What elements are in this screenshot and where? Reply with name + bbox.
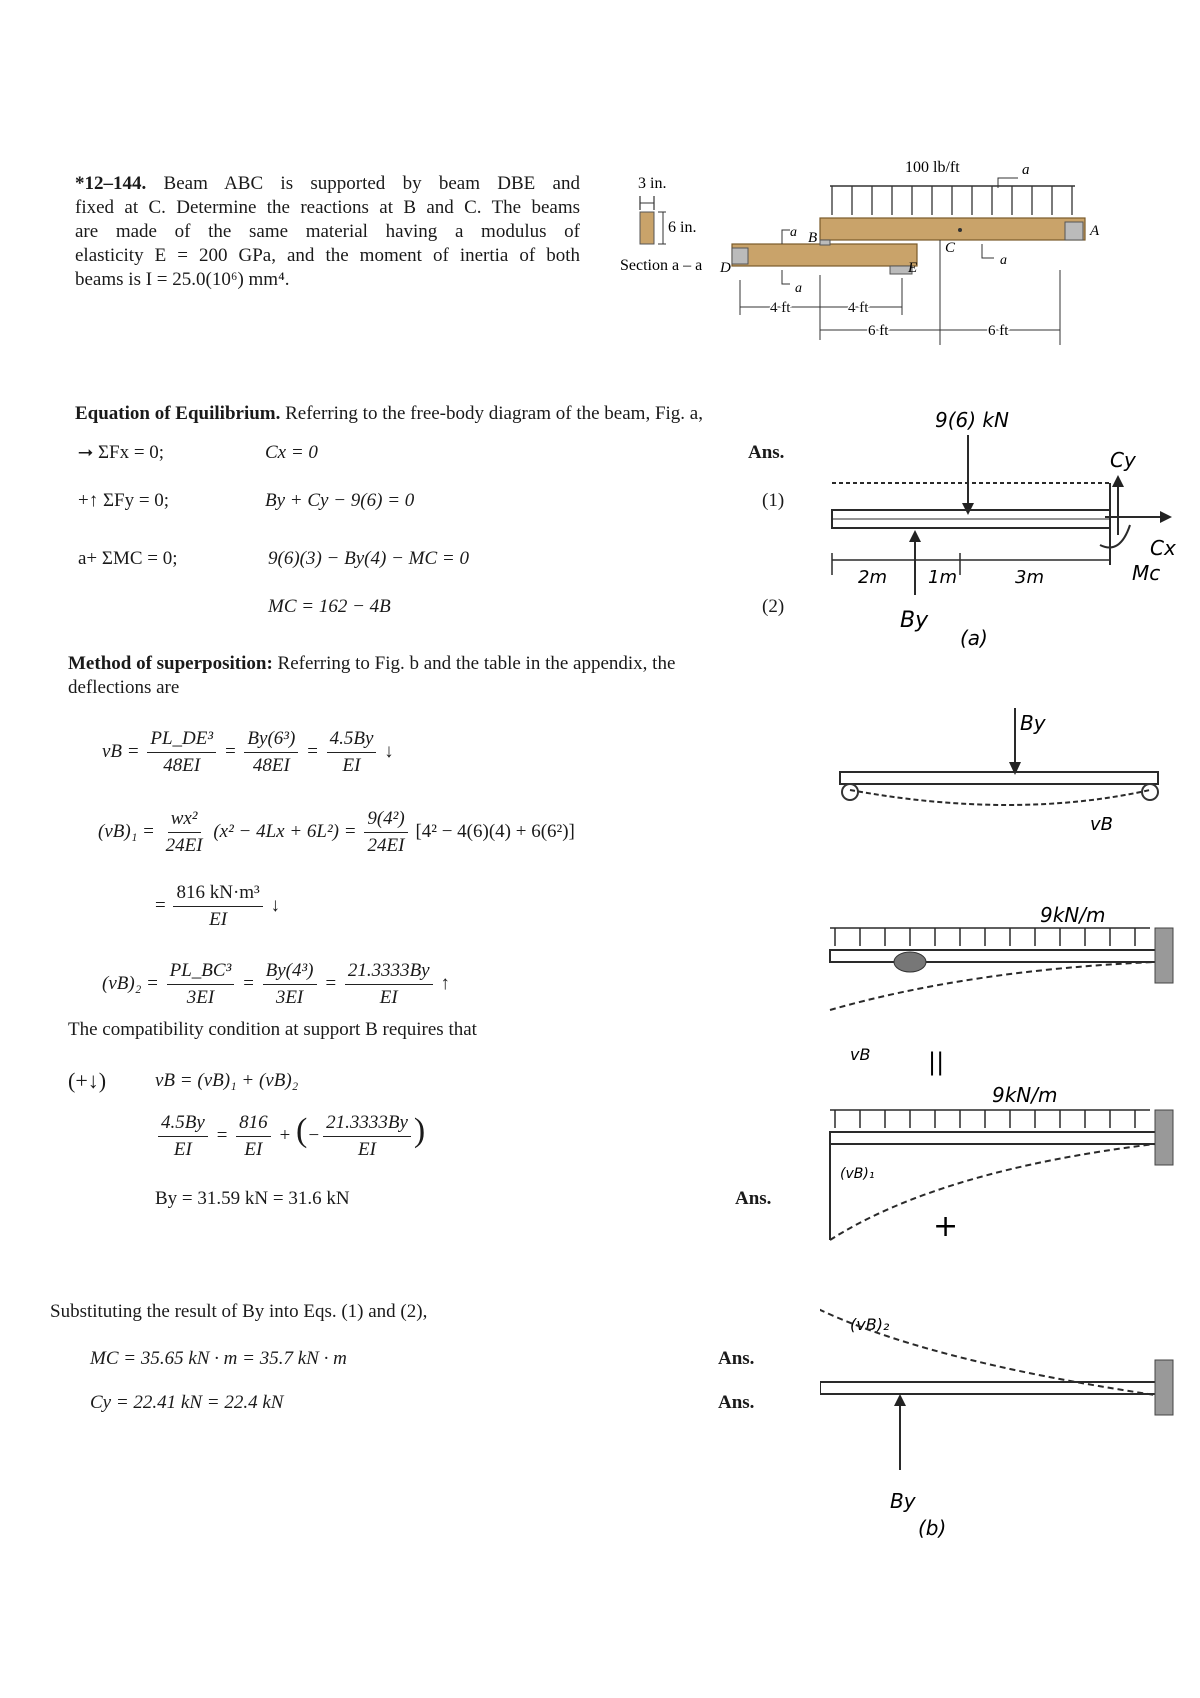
frac-vb1-1: $\frac{\text{wx²}}{24EI}$	[165, 808, 203, 856]
substitution-text: Substituting the result of By into Eqs. (1) and (2),	[50, 1301, 428, 1322]
frac-compat-2: $\frac{816}{EI}$	[236, 1112, 271, 1161]
sketch-b-by-bottom: By	[890, 1489, 916, 1513]
frac-vb-3: $\frac{4.5By}{EI}$	[327, 728, 377, 777]
superposition-heading: Method of superposition:	[68, 653, 273, 674]
fbd-cy-label: Cy	[1110, 448, 1136, 472]
eq-vb1-result: = $\frac{\text{816 kN·m³}}{EI}$ ↓	[155, 882, 280, 930]
cy-result: Cy = 22.41 kN = 22.4 kN	[90, 1392, 284, 1413]
compat-sign: (+↓)	[68, 1068, 107, 1093]
compat-eq: vB = (vB)₁ + (vB)₂	[155, 1070, 299, 1091]
fbd-dim-1m: 1m	[928, 567, 957, 588]
dim-4ft-1: 4 ft	[770, 300, 791, 316]
statement-line-4: elasticity E = 200 GPa, and the moment of inertia of both	[75, 245, 580, 266]
frac-vb-1: $\frac{\text{PL\_DE³}}{48EI}$	[147, 728, 216, 777]
label-C: C	[945, 240, 956, 256]
fbd-mc-label: Mc	[1132, 561, 1161, 585]
compat-ans: Ans.	[735, 1188, 772, 1209]
eq3-right: 9(6)(3) − By(4) − MC = 0	[268, 548, 469, 569]
sketch-b-vb1: (vB)₁	[840, 1166, 875, 1182]
frac-compat-1: $\frac{4.5By}{EI}$	[158, 1112, 208, 1161]
equilibrium-intro-text: Referring to the free-body diagram of the beam, Fig. a,	[285, 403, 703, 424]
eq1-right: Cx = 0	[265, 442, 318, 463]
compat-eq-2: $\frac{4.5By}{EI}$ = $\frac{816}{EI}$ + (− $\frac{21.3333By}{EI}$ )	[155, 1112, 425, 1161]
beam-abc	[820, 218, 1085, 240]
load-arrows	[832, 186, 1072, 215]
superposition-intro	[68, 652, 758, 700]
problem-statement	[75, 172, 580, 292]
label-B: B	[808, 230, 818, 246]
frac-vb-2: $\frac{\text{By(6³)}}{48EI}$	[244, 728, 298, 777]
sketch-b-vb: vB	[1090, 814, 1114, 835]
eq1-ans: Ans.	[748, 442, 785, 463]
sketch-b-w1: 9kN/m	[1040, 903, 1106, 927]
equilibrium-heading: Equation of Equilibrium.	[75, 403, 281, 424]
label-D: D	[720, 260, 731, 276]
dim-3in: 3 in.	[638, 175, 667, 192]
fbd-load-label: 9(6) kN	[935, 408, 1009, 432]
frac-vb2-3: $\frac{21.3333By}{EI}$	[345, 960, 433, 1009]
equilibrium-intro	[75, 402, 755, 426]
label-E: E	[908, 260, 918, 276]
label-a-right: a	[1000, 253, 1007, 268]
beam-dbe	[732, 244, 917, 266]
frac-vb2-2: $\frac{\text{By(4³)}}{3EI}$	[263, 960, 317, 1009]
eq4-right: MC = 162 − 4B	[268, 596, 391, 617]
compat-text: The compatibility condition at support B requires that	[68, 1019, 477, 1040]
load-label: 100 lb/ft	[905, 160, 960, 176]
label-a-bottom: a	[795, 281, 802, 296]
superposition-intro-text: Referring to Fig. b and the table in the appendix, the deflections are	[68, 653, 676, 698]
sketch-b-vb2: (vB)₂	[850, 1315, 890, 1334]
eq3-left: a+ ΣMC = 0;	[78, 548, 178, 569]
statement-line-3: are made of the same material having a modulus of	[75, 221, 580, 242]
statement-line-2: fixed at C. Determine the reactions at B and C. The beams	[75, 197, 580, 218]
frac-compat-3: $\frac{21.3333By}{EI}$	[323, 1112, 411, 1161]
fbd-dim-2m: 2m	[858, 567, 887, 588]
compat-result: By = 31.59 kN = 31.6 kN	[155, 1188, 350, 1209]
fbd-fig-label: (a)	[960, 626, 988, 650]
sketch-b-vb-mid: vB	[850, 1045, 871, 1064]
label-A: A	[1090, 223, 1100, 239]
statement-line-5: beams is I = 25.0(10⁶) mm⁴.	[75, 269, 290, 290]
sketch-b-equals: ||	[928, 1048, 945, 1076]
section-rect	[640, 212, 654, 244]
sketch-b-plus: +	[933, 1209, 959, 1244]
fbd-sketch-b	[820, 700, 1180, 1580]
sketch-b-w2: 9kN/m	[992, 1083, 1058, 1107]
problem-number: *12–144.	[75, 173, 147, 194]
label-a-top: a	[1022, 162, 1030, 178]
cy-ans: Ans.	[718, 1392, 755, 1413]
sketch-b-by-top: By	[1020, 711, 1046, 735]
dim-6ft-2: 6 ft	[988, 323, 1009, 339]
eq-vb: vB = $\frac{\text{PL\_DE³}}{48EI}$ = $\frac{\text{By(6³)}}{48EI}$ = $\frac{4.5By}{EI}$ ↓	[102, 728, 394, 776]
fbd-dim-3m: 3m	[1015, 567, 1044, 588]
section-label: Section a – a	[620, 257, 703, 274]
eq1-left: ⭢ ΣFx = 0;	[78, 442, 165, 463]
eq2-right: By + Cy − 9(6) = 0	[265, 490, 415, 511]
eq2-left: +↑ ΣFy = 0;	[78, 490, 170, 511]
fbd-sketch-a	[820, 405, 1180, 665]
dim-6ft-1: 6 ft	[868, 323, 889, 339]
sketch-b-fig: (b)	[918, 1516, 947, 1540]
fbd-cx-label: Cx	[1150, 536, 1176, 560]
eq-vb1: (vB)₁ = $\frac{\text{wx²}}{24EI}$ (x² − 4Lx + 6L²) = $\frac{\text{9(4²)}}{24EI}$ [4² − 4(6)(4) + 6(6²)]	[98, 808, 575, 856]
statement-line-1: *12–144. Beam ABC is supported by beam DBE and	[75, 173, 580, 194]
frac-vb1-result: $\frac{\text{816 kN·m³}}{EI}$	[173, 882, 262, 931]
dim-4ft-2: 4 ft	[848, 300, 869, 316]
fbd-by-label: By	[900, 608, 929, 633]
frac-vb1-2: $\frac{\text{9(4²)}}{24EI}$	[364, 808, 407, 857]
mc-ans: Ans.	[718, 1348, 755, 1369]
label-a-left: a	[790, 225, 797, 240]
mc-result: MC = 35.65 kN · m = 35.7 kN · m	[90, 1348, 347, 1369]
dim-6in: 6 in.	[668, 219, 697, 236]
frac-vb2-1: $\frac{\text{PL\_BC³}}{3EI}$	[167, 960, 235, 1009]
eq-vb2: (vB)₂ = $\frac{\text{PL\_BC³}}{3EI}$ = $\frac{\text{By(4³)}}{3EI}$ = $\frac{21.3333By}{EI}$ ↑	[102, 960, 450, 1008]
problem-figure	[620, 160, 1180, 375]
eq2-number: (1)	[762, 490, 785, 511]
eq4-number: (2)	[762, 596, 785, 617]
